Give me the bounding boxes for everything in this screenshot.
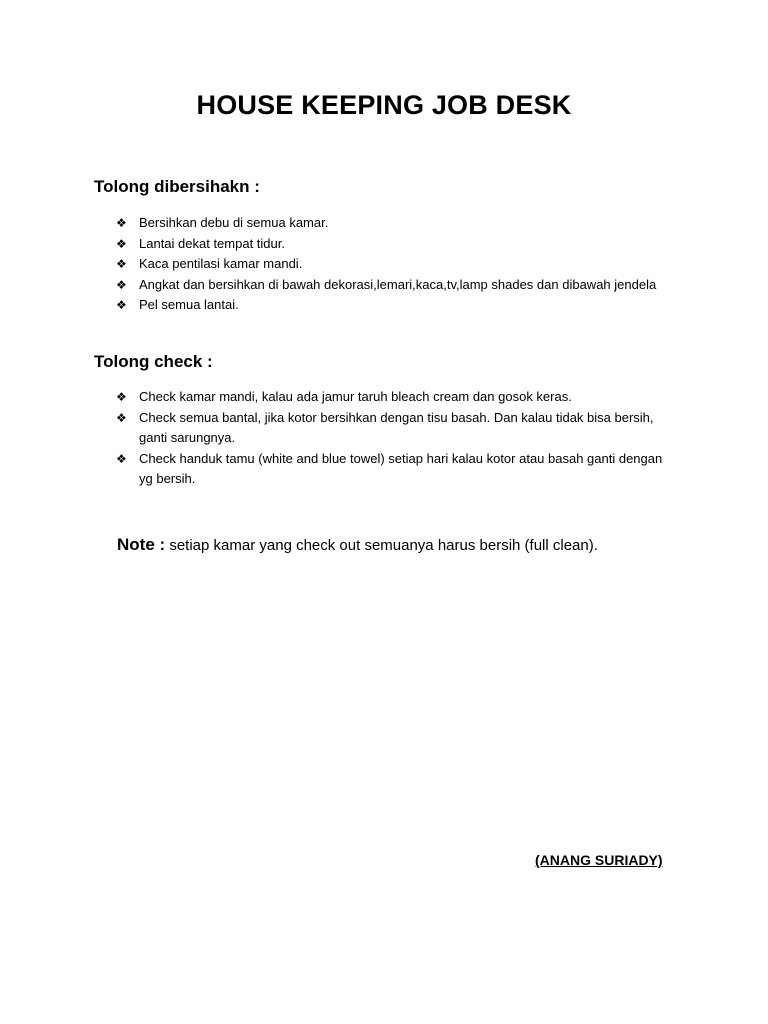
diamond-bullet-icon: ❖ <box>116 390 127 404</box>
list-item-text: Angkat dan bersihkan di bawah dekorasi,lemari,kaca,tv,lamp shades dan dibawah jendela <box>139 276 657 292</box>
list-item-text: Check kamar mandi, kalau ada jamur taruh bleach cream dan gosok keras. <box>139 389 572 404</box>
diamond-bullet-icon: ❖ <box>116 298 127 312</box>
diamond-bullet-icon: ❖ <box>116 257 127 271</box>
list-item <box>116 234 676 255</box>
list-item <box>116 295 676 316</box>
diamond-bullet-icon: ❖ <box>116 277 127 292</box>
list-item <box>116 213 676 234</box>
section-heading-cleaning: Tolong dibersihakn : <box>94 177 260 196</box>
diamond-bullet-icon: ❖ <box>116 410 127 425</box>
list-item-text: Pel semua lantai. <box>139 297 239 312</box>
list-item-text: Kaca pentilasi kamar mandi. <box>139 256 303 271</box>
note-text: setiap kamar yang check out semuanya harus bersih (full clean). <box>169 537 598 554</box>
diamond-bullet-icon: ❖ <box>116 236 127 251</box>
list-item <box>116 254 676 275</box>
list-item-text: Bersihkan debu di semua kamar. <box>139 215 329 230</box>
section-heading-check: Tolong check : <box>94 352 213 371</box>
note-label: Note : <box>117 535 166 554</box>
cleaning-list <box>116 213 676 316</box>
diamond-bullet-icon: ❖ <box>116 216 127 230</box>
page-title: HOUSE KEEPING JOB DESK <box>196 90 572 120</box>
list-item <box>116 449 676 490</box>
signature: (ANANG SURIADY) <box>535 852 663 868</box>
list-item <box>116 408 676 449</box>
check-list <box>116 387 676 490</box>
note <box>117 535 598 555</box>
diamond-bullet-icon: ❖ <box>116 451 127 466</box>
list-item-text: Check semua bantal, jika kotor bersihkan dengan tisu basah. Dan kalau tidak bisa bersih, ganti sarungnya. <box>139 409 654 445</box>
list-item <box>116 275 676 296</box>
list-item <box>116 387 676 408</box>
list-item-text: Check handuk tamu (white and blue towel) setiap hari kalau kotor atau basah ganti dengan yg bersih. <box>139 450 663 486</box>
list-item-text: Lantai dekat tempat tidur. <box>139 235 285 251</box>
